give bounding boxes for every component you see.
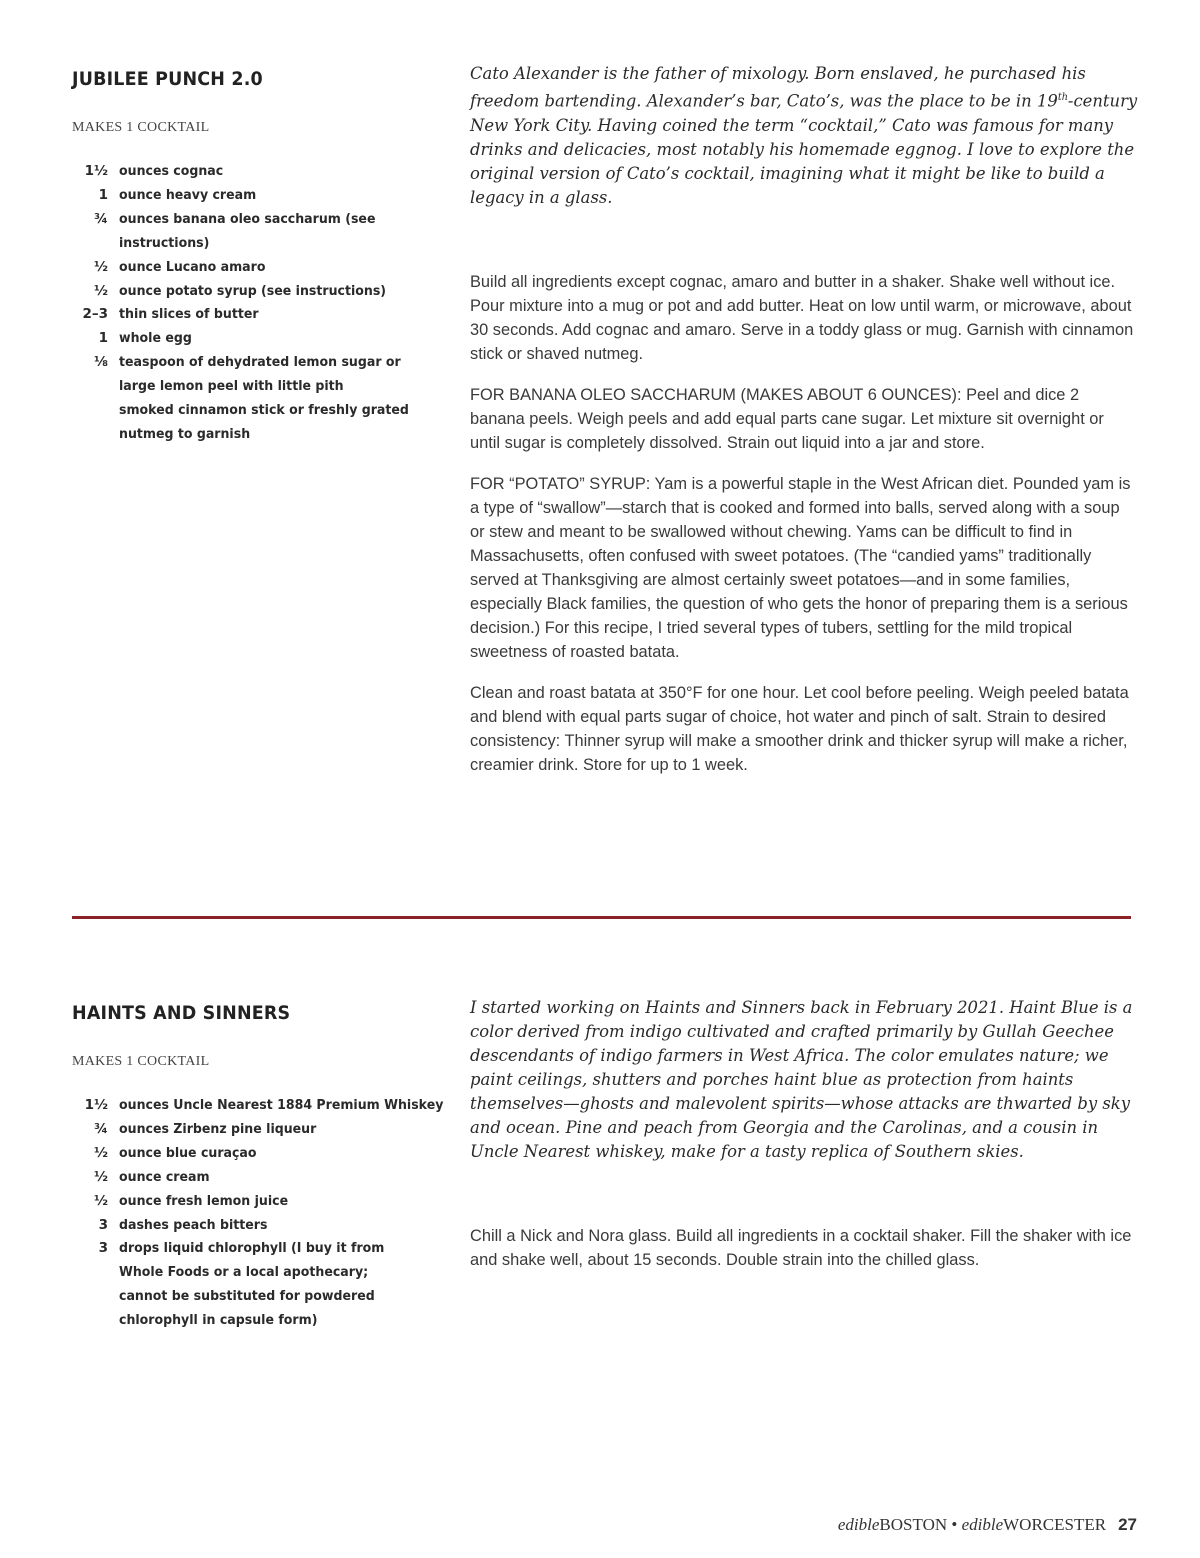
ingredient-item <box>72 160 442 184</box>
ingredient-item <box>72 184 442 208</box>
recipe-intro: I started working on Haints and Sinners back in February 2021. Haint Blue is a color derived from indigo cultivated and crafted primarily by Gullah Geechee descendants of indigo farmers in West Africa. The color emulates nature; we paint ceilings, shutters and porches haint blue as protection from haints themselves—ghosts and malevolent spirits—whose attacks are thwarted by sky and ocean. Pine and peach from Georgia and the Carolinas, and a cousin in Uncle Nearest whiskey, make for a tasty replica of Southern skies. <box>470 998 1133 1162</box>
ingredient-item <box>72 303 442 327</box>
recipe-instructions <box>470 270 1138 777</box>
ingredient-qty: 1½ <box>84 163 108 179</box>
ingredient-qty: 3 <box>98 1240 108 1257</box>
ingredient-list <box>72 160 442 447</box>
ingredient-item <box>72 1237 442 1333</box>
ingredient-qty: ¾ <box>94 210 108 227</box>
page-number: 27 <box>1118 1515 1137 1534</box>
ingredient-qty: ⅛ <box>94 354 108 371</box>
footer-edible: edible <box>837 1515 880 1534</box>
ingredient-text: ounce cream <box>119 1168 210 1185</box>
instruction-paragraph: FOR BANANA OLEO SACCHARUM (MAKES ABOUT 6 OUNCES): Peel and dice 2 banana peels. Weigh peels and add equal parts cane sugar. Let mixture sit overnight or until sugar is completely dissolved. Strain out liquid into a jar and store. <box>470 385 1104 452</box>
recipe-intro <box>470 62 1138 210</box>
ingredient-item <box>72 1214 442 1238</box>
ingredient-item <box>72 1142 442 1166</box>
intro-text-part: -century New York City. Having coined the term “cocktail,” Cato was famous for many drinks and delicacies, most notably his homemade eggnog. I love to explore the original version of Cato’s cocktail, imagining what it might be like to build a legacy in a glass. <box>470 91 1138 208</box>
ingredient-text: ounce heavy cream <box>119 186 257 203</box>
recipe-title: JUBILEE PUNCH 2.0 <box>72 68 263 90</box>
recipe-title: HAINTS AND SINNERS <box>72 1002 291 1024</box>
ingredient-qty: 1½ <box>84 1097 108 1113</box>
instruction-paragraph: Build all ingredients except cognac, amaro and butter in a shaker. Shake well without ice. Pour mixture into a mug or pot and add butter. Heat on low until warm, or microwave, about 30 seconds. Add cognac and amaro. Serve in a toddy glass or mug. Garnish with cinnamon stick or shaved nutmeg. <box>470 272 1134 363</box>
ingredient-qty: 3 <box>98 1216 108 1233</box>
ingredient-qty: ½ <box>94 258 108 275</box>
recipe-left-column <box>72 62 442 447</box>
footer-separator: • <box>947 1515 962 1534</box>
recipe-left-column <box>72 996 442 1333</box>
ingredient-item <box>72 1190 442 1214</box>
instruction-paragraph: FOR “POTATO” SYRUP: Yam is a powerful staple in the West African diet. Pounded yam is a type of “swallow”—starch that is cooked and formed into balls, served along with a soup or stew and meant to be swallowed without chewing. Yams can be difficult to find in Massachusetts, often confused with sweet potatoes. (The “candied yams” traditionally served at Thanksgiving are almost certainly sweet potatoes—and in some families, especially Black families, the question of who gets the honor of preparing them is a serious decision.) For this recipe, I tried several types of tubers, settling for the mild tropical sweetness of roasted batata. <box>470 474 1131 661</box>
ingredient-text: drops liquid chlorophyll (I buy it from Whole Foods or a local apothecary; cannot be substituted for powdered chlorophyll in capsule form) <box>119 1240 385 1329</box>
recipe-yield: MAKES 1 COCKTAIL <box>72 1054 210 1069</box>
intro-text-part: Cato Alexander is the father of mixology. Born enslaved, he purchased his freedom bartending. Alexander’s bar, Cato’s, was the place to be in 19 <box>470 64 1086 112</box>
ingredient-qty <box>72 399 119 447</box>
ingredient-text: dashes peach bitters <box>119 1216 268 1233</box>
ingredient-qty: ½ <box>94 282 108 299</box>
ingredient-text: ounce Lucano amaro <box>119 258 266 275</box>
ingredient-text: ounce potato syrup (see instructions) <box>119 282 387 299</box>
recipe-instructions <box>470 1224 1138 1272</box>
instruction-paragraph: Chill a Nick and Nora glass. Build all ingredients in a cocktail shaker. Fill the shaker with ice and shake well, about 15 seconds. Double strain into the chilled glass. <box>470 1227 1132 1269</box>
ingredient-item <box>72 1118 442 1142</box>
ingredient-qty: ¾ <box>94 1120 108 1137</box>
ingredient-item <box>72 351 442 399</box>
ingredient-text: smoked cinnamon stick or freshly grated nutmeg to garnish <box>119 402 409 442</box>
footer-edible: edible <box>961 1515 1004 1534</box>
ingredient-text: ounces banana oleo saccharum (see instructions) <box>119 210 376 251</box>
ingredient-item <box>72 208 442 256</box>
ingredient-text: whole egg <box>119 330 192 347</box>
ingredient-qty: 2–3 <box>82 306 108 323</box>
ingredient-text: ounce blue curaçao <box>119 1144 257 1161</box>
ingredient-text: teaspoon of dehydrated lemon sugar or large lemon peel with little pith <box>119 354 401 395</box>
ingredient-qty: ½ <box>94 1144 108 1161</box>
footer-brand-worcester: WORCESTER <box>1003 1515 1107 1534</box>
ingredient-text: ounces cognac <box>119 163 224 179</box>
ingredient-item <box>72 327 442 351</box>
ingredient-text: ounces Uncle Nearest 1884 Premium Whiskey <box>119 1097 444 1113</box>
recipe-right-column <box>470 62 1138 794</box>
page-footer <box>838 1515 1137 1535</box>
instruction-paragraph: Clean and roast batata at 350°F for one hour. Let cool before peeling. Weigh peeled batata and blend with equal parts sugar of choice, hot water and pinch of salt. Strain to desired consistency: Thinner syrup will make a smoother drink and thicker syrup will make a richer, creamier drink. Store for up to 1 week. <box>470 683 1129 774</box>
recipe-right-column <box>470 996 1138 1289</box>
ingredient-list <box>72 1094 442 1333</box>
recipe-yield: MAKES 1 COCKTAIL <box>72 120 210 135</box>
section-divider <box>72 916 1131 919</box>
ingredient-text: ounce fresh lemon juice <box>119 1192 289 1209</box>
ingredient-qty: 1 <box>98 330 108 347</box>
ingredient-item <box>72 1094 442 1118</box>
intro-superscript: th <box>1057 92 1068 103</box>
ingredient-text: ounces Zirbenz pine liqueur <box>119 1120 317 1137</box>
ingredient-item <box>72 256 442 280</box>
ingredient-qty: ½ <box>94 1192 108 1209</box>
ingredient-text: thin slices of butter <box>119 306 259 323</box>
ingredient-qty: 1 <box>98 186 108 203</box>
footer-brand-boston: BOSTON <box>879 1515 948 1534</box>
ingredient-item <box>72 1166 442 1190</box>
ingredient-item <box>72 399 442 447</box>
ingredient-qty: ½ <box>94 1168 108 1185</box>
ingredient-item <box>72 280 442 304</box>
